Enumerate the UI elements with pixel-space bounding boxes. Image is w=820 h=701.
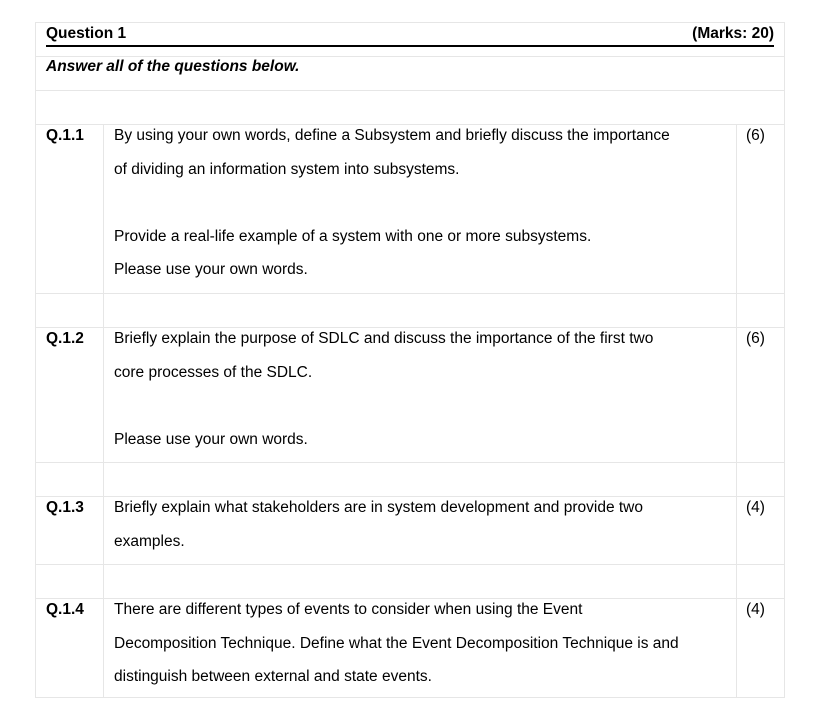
question-line: examples. xyxy=(114,532,185,550)
question-line: Briefly explain what stakeholders are in system development and provide two xyxy=(114,499,643,516)
question-text xyxy=(114,593,734,694)
question-line: Provide a real-life example of a system with one or more subsystems. xyxy=(114,227,592,245)
row-divider xyxy=(36,56,784,57)
question-line: core processes of the SDLC. xyxy=(114,363,313,381)
question-number: Q.1.2 xyxy=(46,330,84,347)
question-line: Briefly explain the purpose of SDLC and discuss the importance of the first two xyxy=(114,330,654,347)
question-line: Please use your own words. xyxy=(114,261,308,278)
row-divider xyxy=(36,90,784,91)
question-line: of dividing an information system into subsystems. xyxy=(114,160,460,178)
total-marks: (Marks: 20) xyxy=(692,25,774,42)
question-line: There are different types of events to consider when using the Event xyxy=(114,601,583,618)
question-text xyxy=(114,119,734,287)
column-divider xyxy=(736,124,737,698)
question-header xyxy=(46,25,774,47)
row-divider xyxy=(36,564,784,565)
question-line: Decomposition Technique. Define what the Event Decomposition Technique is and xyxy=(114,634,679,652)
question-marks: (4) xyxy=(746,499,765,516)
question-line: Please use your own words. xyxy=(114,430,308,448)
column-divider xyxy=(103,124,104,698)
question-number: Q.1.4 xyxy=(46,601,84,618)
question-title: Question 1 xyxy=(46,25,127,42)
row-divider xyxy=(36,293,784,294)
question-sheet xyxy=(35,22,785,698)
question-line: By using your own words, define a Subsystem and briefly discuss the importance xyxy=(114,127,670,144)
question-text xyxy=(114,322,734,456)
question-text xyxy=(114,491,734,558)
question-marks: (4) xyxy=(746,601,765,618)
question-marks: (6) xyxy=(746,127,765,144)
question-number: Q.1.1 xyxy=(46,127,84,144)
question-line: distinguish between external and state events. xyxy=(114,668,432,685)
instruction-text: Answer all of the questions below. xyxy=(46,58,300,75)
question-marks: (6) xyxy=(746,330,765,347)
row-divider xyxy=(36,462,784,463)
question-number: Q.1.3 xyxy=(46,499,84,516)
